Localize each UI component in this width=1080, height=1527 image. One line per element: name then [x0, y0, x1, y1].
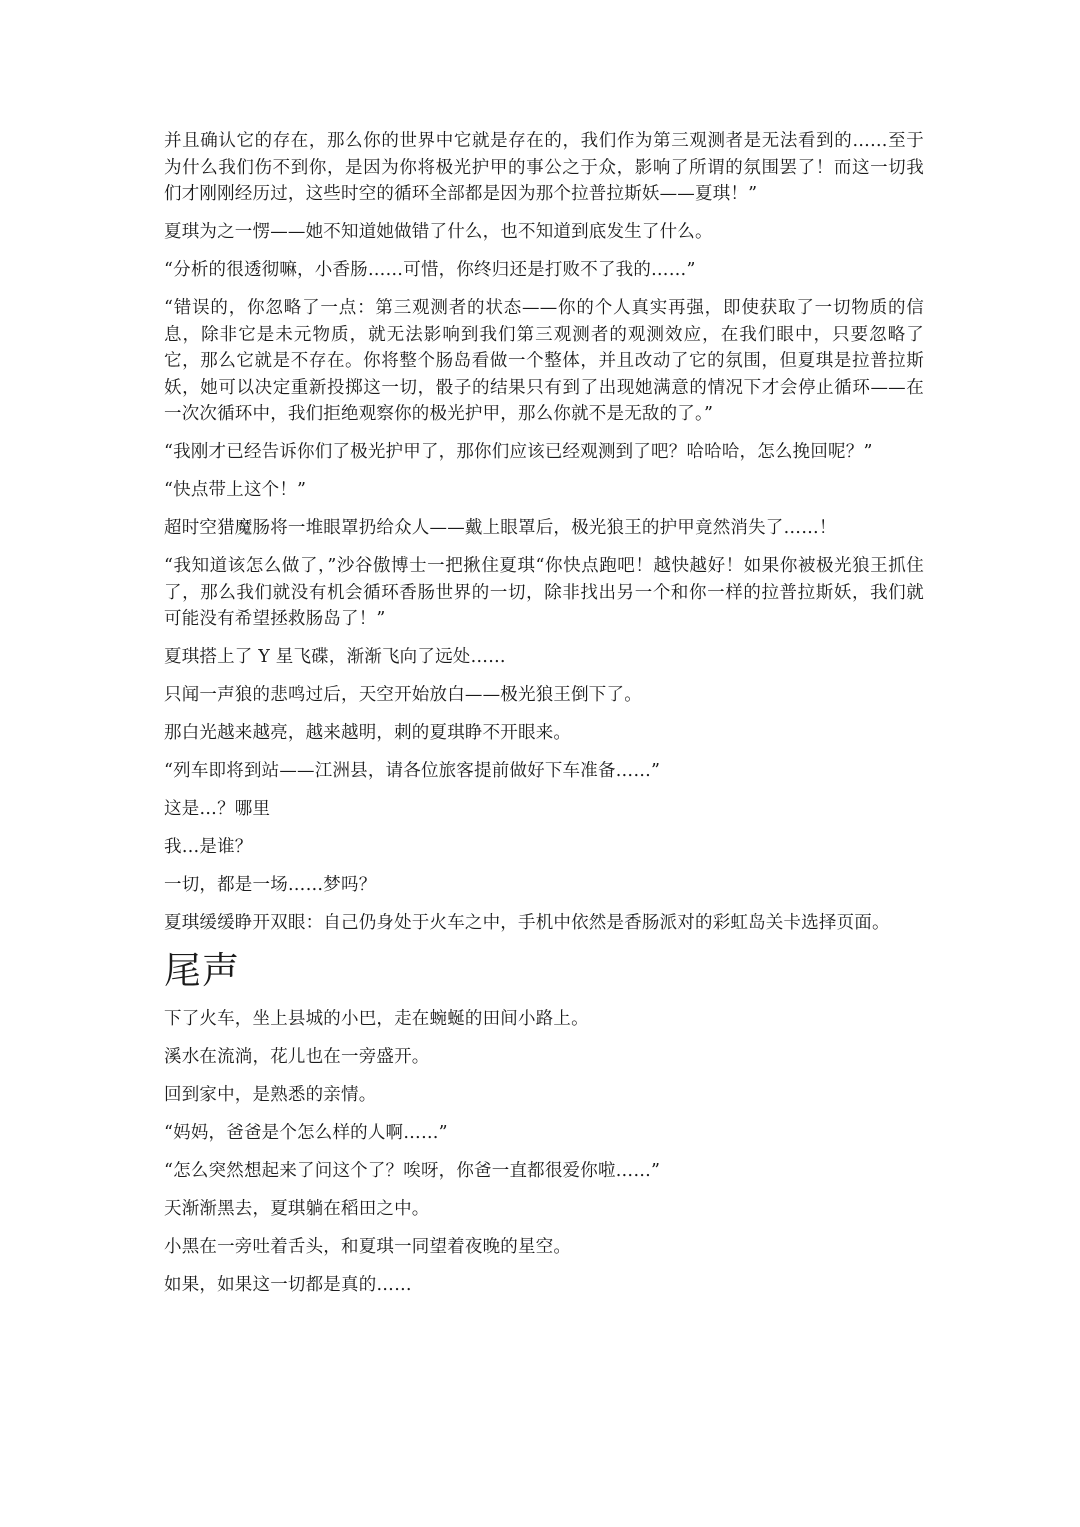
paragraph: 我…是谁？ — [164, 837, 253, 857]
paragraph: 天渐渐黑去，夏琪躺在稻田之中。 — [164, 1199, 430, 1219]
paragraph: 如果，如果这一切都是真的…… — [164, 1275, 412, 1295]
paragraph: “怎么突然想起来了问这个了？唉呀，你爸一直都很爱你啦……” — [164, 1161, 661, 1181]
paragraph: “列车即将到站——江洲县，请各位旅客提前做好下车准备……” — [164, 761, 661, 781]
paragraph: 小黑在一旁吐着舌头，和夏琪一同望着夜晚的星空。 — [164, 1237, 572, 1257]
paragraph: “快点带上这个！” — [164, 480, 307, 500]
section-heading: 尾声 — [164, 949, 240, 992]
paragraph: 夏琪缓缓睁开双眼：自己仍身处于火车之中，手机中依然是香肠派对的彩虹岛关卡选择页面。 — [164, 913, 890, 933]
paragraph: “我刚才已经告诉你们了极光护甲了，那你们应该已经观测到了吧？哈哈哈，怎么挽回呢？” — [164, 442, 873, 462]
paragraph: 那白光越来越亮，越来越明，刺的夏琪睁不开眼来。 — [164, 723, 572, 743]
paragraph: 这是…？哪里 — [164, 799, 271, 819]
paragraph: 并且确认它的存在，那么你的世界中它就是存在的，我们作为第三观测者是无法看到的……至于为什么我们伤不到你，是因为你将极光护甲的事公之于众，影响了所谓的氛围罢了！而这一切我们才刚刚经历过，这些时空的循环全部都是因为那个拉普拉斯妖——夏琪！” — [164, 131, 924, 204]
paragraph: “我知道该怎么做了，”沙谷傲博士一把揪住夏琪“你快点跑吧！越快越好！如果你被极光狼王抓住了，那么我们就没有机会循环香肠世界的一切，除非找出另一个和你一样的拉普拉斯妖，我们就可能没有希望拯救肠岛了！” — [164, 556, 924, 629]
paragraph: “妈妈，爸爸是个怎么样的人啊……” — [164, 1123, 448, 1143]
paragraph: “错误的，你忽略了一点：第三观测者的状态——你的个人真实再强，即使获取了一切物质的信息，除非它是未元物质，就无法影响到我们第三观测者的观测效应，在我们眼中，只要忽略了它，那么它就是不存在。你将整个肠岛看做一个整体，并且改动了它的氛围，但夏琪是拉普拉斯妖，她可以决定重新投掷这一切，骰子的结果只有到了出现她满意的情况下才会停止循环——在一次次循环中，我们拒绝观察你的极光护甲，那么你就不是无敌的了。” — [164, 298, 924, 424]
paragraph: 下了火车，坐上县城的小巴，走在蜿蜒的田间小路上。 — [164, 1009, 589, 1029]
paragraph: 夏琪搭上了 Y 星飞碟，渐渐飞向了远处…… — [164, 647, 506, 667]
paragraph: 只闻一声狼的悲鸣过后，天空开始放白——极光狼王倒下了。 — [164, 685, 642, 705]
paragraph: 超时空猎魔肠将一堆眼罩扔给众人——戴上眼罩后，极光狼王的护甲竟然消失了……！ — [164, 518, 837, 538]
document-page — [164, 128, 924, 1310]
paragraph: “分析的很透彻嘛，小香肠……可惜，你终归还是打败不了我的……” — [164, 260, 696, 280]
paragraph: 一切，都是一场……梦吗？ — [164, 875, 377, 895]
paragraph: 回到家中，是熟悉的亲情。 — [164, 1085, 377, 1105]
paragraph: 溪水在流淌，花儿也在一旁盛开。 — [164, 1047, 430, 1067]
paragraph: 夏琪为之一愣——她不知道她做错了什么，也不知道到底发生了什么。 — [164, 222, 713, 242]
